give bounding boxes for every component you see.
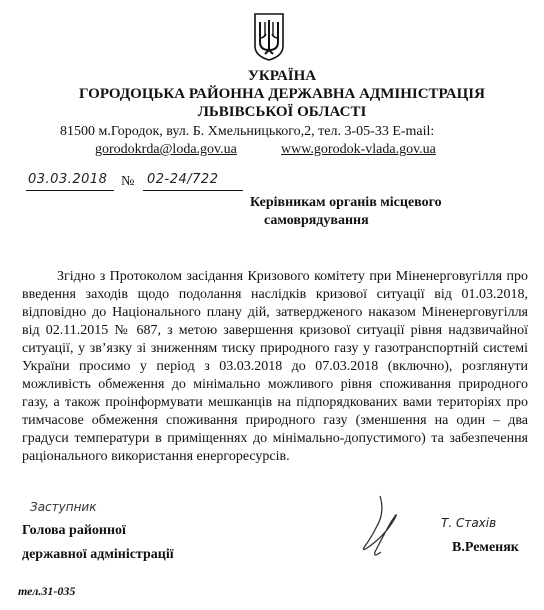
administration-heading: ГОРОДОЦЬКА РАЙОННА ДЕРЖАВНА АДМІНІСТРАЦІЯ xyxy=(79,86,485,102)
letter-body: Згідно з Протоколом засідання Кризового комітету при Міненерговугілля про введення заходів щодо подолання наслідків кризової ситуації від 01.03.2018, відповідно до Національного плану дій, затвердженого наказом Міненерговугілля від 02.11.2015 № 687, з метою завершення кризової ситуації рівня надзвичайної ситуації, у зв’язку зі зниженням тиску природного газу у газотранспортній системі України просимо у період з 03.03.2018 до 07.03.2018 (включно), розглянути можливість обмеження до мінімально можливого рівня споживання природного газу, а також проінформувати мешканців на підпорядкованих вами територіях про тимчасове обмеження споживання природного газу (зменшення на один – два градуси температури в приміщеннях до мінімально-допустимого) та забезпечення раціонального використання енергоресурсів. xyxy=(22,269,528,464)
date-underline xyxy=(26,190,114,191)
region-heading: ЛЬВІВСЬКОЇ ОБЛАСТІ xyxy=(197,104,367,120)
recipient-line-2: самоврядування xyxy=(264,213,369,228)
website-link[interactable]: www.gorodok-vlada.gov.ua xyxy=(281,142,436,157)
country-heading: УКРАЇНА xyxy=(247,68,317,84)
signatory-title xyxy=(22,522,174,564)
recipient-block xyxy=(250,194,442,230)
handwritten-deputy-note: Заступник xyxy=(30,500,97,514)
signatory-title-line-2: державної адміністрації xyxy=(22,547,174,562)
registration-number: 02-24/722 xyxy=(147,172,219,187)
signatory-title-line-1: Голова районної xyxy=(22,523,126,538)
recipient-line-1: Керівникам органів місцевого xyxy=(250,195,442,210)
number-underline xyxy=(143,190,243,191)
signature-scribble-icon xyxy=(325,492,435,562)
handwritten-signatory-name: Т. Стахів xyxy=(441,516,497,530)
address-line: 81500 м.Городок, вул. Б. Хмельницького,2, тел. 3-05-33 E-mail: xyxy=(60,124,435,139)
email-link[interactable]: gorodokrda@loda.gov.ua xyxy=(95,142,237,157)
coat-of-arms-icon xyxy=(252,12,286,62)
registration-date: 03.03.2018 xyxy=(28,172,108,187)
contact-phone: тел.31-035 xyxy=(18,584,76,598)
signatory-name: В.Ременяк xyxy=(452,540,519,555)
number-sign: № xyxy=(121,174,135,189)
